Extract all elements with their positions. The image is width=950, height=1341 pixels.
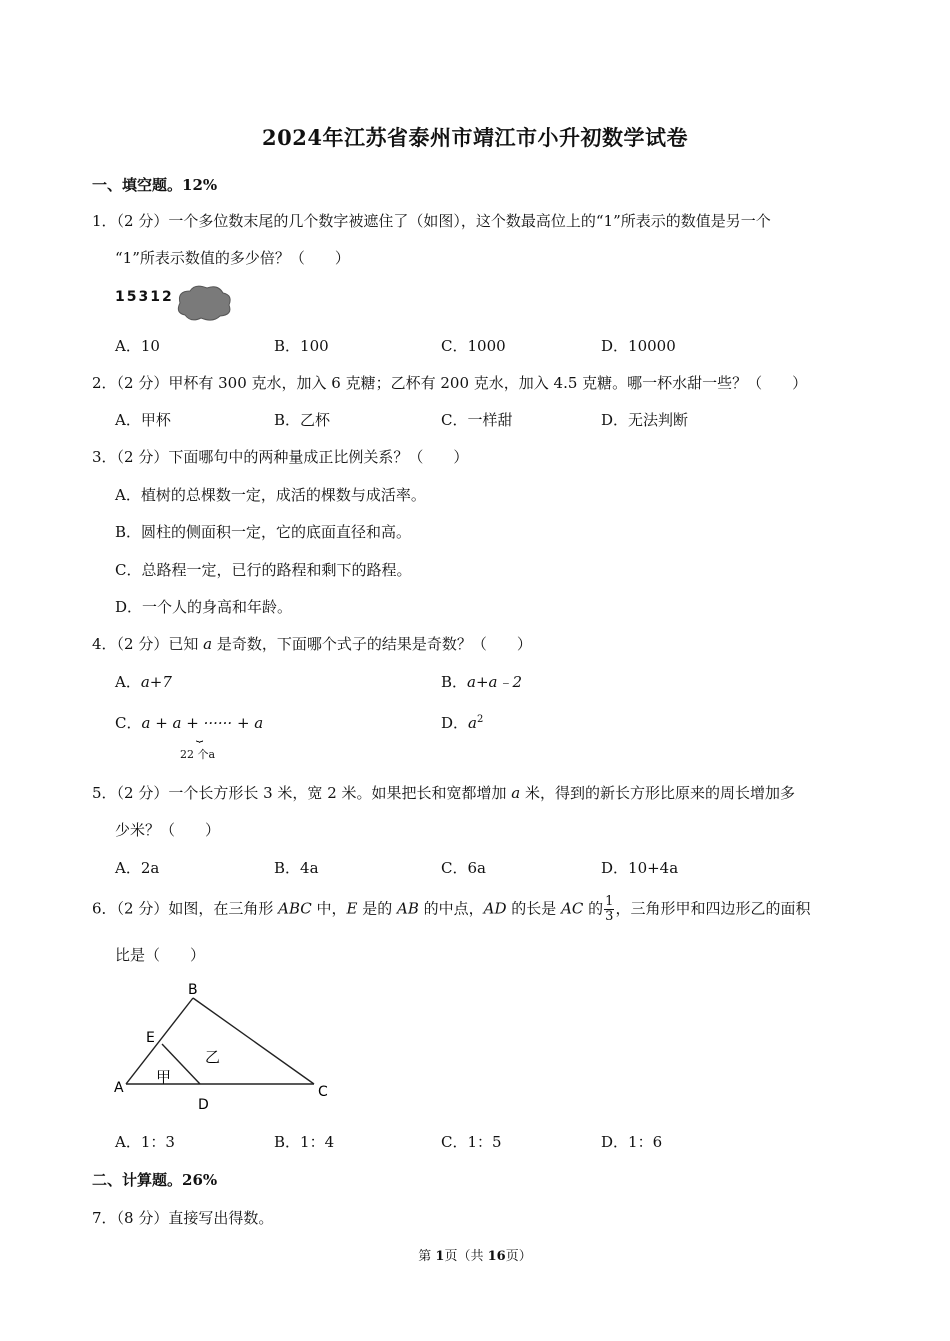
q3-option-c: C．总路程一定，已行的路程和剩下的路程。 <box>115 561 412 579</box>
page-title: 2024年江苏省泰州市靖江市小升初数学试卷 <box>262 125 688 150</box>
q6-option-a: A．1：3 <box>115 1133 175 1151</box>
q6-option-d: D．1：6 <box>601 1133 663 1151</box>
q2-option-c: C．一样甜 <box>441 411 513 429</box>
q4-post: 是奇数，下面哪个式子的结果是奇数？（ ） <box>212 635 532 653</box>
section-heading-calc: 二、计算题。26% <box>92 1171 218 1189</box>
q4-option-b-label: B． <box>441 673 468 691</box>
q1-option-c: C．1000 <box>441 337 506 355</box>
q3-option-d: D．一个人的身高和年龄。 <box>115 598 293 616</box>
q6-seg5: 的长是 <box>506 899 562 918</box>
q4-option-d-label: D． <box>441 714 469 732</box>
q4-pre: 4．（2 分）已知 <box>92 635 204 653</box>
q2-line1: 2．（2 分）甲杯有 300 克水，加入 6 克糖；乙杯有 200 克水，加入 4.5 克糖。哪一杯水甜一些？（ ） <box>92 374 808 392</box>
q6-ac: AC <box>561 899 584 918</box>
q4-option-b-expr: a+a﹣2 <box>467 673 523 691</box>
q5-option-c: C．6a <box>441 859 486 877</box>
side-bc <box>193 998 314 1084</box>
q6-frac-den: 3 <box>605 909 614 924</box>
footer-page: 1 <box>435 1249 445 1264</box>
q6-frac-num: 1 <box>605 894 614 909</box>
q4-option-c-brace-label: 22 个a <box>180 748 216 761</box>
footer-total: 16 <box>487 1249 506 1264</box>
q1-option-a: A．10 <box>115 337 160 355</box>
q1-line2: “1”所表示数值的多少倍？（ ） <box>115 249 350 267</box>
q5-option-d: D．10+4a <box>601 859 679 877</box>
q4-option-a <box>115 671 172 692</box>
q4-option-a-label: A． <box>115 673 141 691</box>
q2-option-a: A．甲杯 <box>115 411 171 429</box>
q6-ab: AB <box>397 899 419 918</box>
q5-option-a: A．2a <box>115 859 160 877</box>
footer-pre: 第 <box>418 1249 436 1264</box>
page-footer <box>0 1245 950 1264</box>
section-heading-fill: 一、填空题。12% <box>92 176 218 194</box>
q5-post: 米，得到的新长方形比原来的周长增加多 <box>520 784 796 802</box>
q1-option-d: D．10000 <box>601 337 676 355</box>
underbrace-icon: ⏟ <box>196 728 204 742</box>
q5-var: a <box>511 784 521 802</box>
q5-line2: 少米？（ ） <box>115 821 221 839</box>
q5-option-b: B．4a <box>274 859 319 877</box>
q4-option-d-base: a <box>468 714 477 732</box>
q4-option-b <box>441 671 522 692</box>
footer-mid: 页（共 <box>444 1249 488 1264</box>
q4-option-c <box>115 712 263 733</box>
q7-line1: 7．（8 分）直接写出得数。 <box>92 1209 274 1227</box>
q3-option-b: B．圆柱的侧面积一定，它的底面直径和高。 <box>115 523 412 541</box>
q2-option-b: B．乙杯 <box>274 411 331 429</box>
q1-line1: 1．（2 分）一个多位数末尾的几个数字被遮住了（如图），这个数最高位上的“1”所表示的数值是另一个 <box>92 212 771 230</box>
q5-pre: 5．（2 分）一个长方形长 3 米，宽 2 米。如果把长和宽都增加 <box>92 784 512 802</box>
q4-option-d-exp: 2 <box>476 714 484 725</box>
q6-fraction <box>604 895 614 924</box>
label-a: A <box>114 1080 124 1096</box>
q6-line2: 比是（ ） <box>115 946 206 964</box>
q1-option-b: B．100 <box>274 337 329 355</box>
q4-line1 <box>92 633 532 654</box>
cloud-icon <box>115 283 235 323</box>
q6-seg2: 中， <box>311 899 347 918</box>
q4-option-c-label: C． <box>115 714 142 732</box>
q6-abc: ABC <box>278 899 312 918</box>
label-e: E <box>146 1030 155 1046</box>
footer-post: 页） <box>505 1249 532 1264</box>
q6-line1 <box>92 895 810 924</box>
q3-line1: 3．（2 分）下面哪句中的两种量成正比例关系？（ ） <box>92 448 469 466</box>
q5-line1 <box>92 782 795 803</box>
q6-e: E <box>346 899 358 918</box>
q6-option-c: C．1：5 <box>441 1133 502 1151</box>
label-b: B <box>188 982 198 998</box>
q6-seg1: 6．（2 分）如图，在三角形 <box>92 899 279 918</box>
q6-seg3: 是的 <box>357 899 398 918</box>
triangle-figure <box>108 978 348 1113</box>
q6-ad: AD <box>483 899 507 918</box>
q4-option-a-expr: a+7 <box>140 673 172 691</box>
q6-seg6: 的 <box>583 899 604 918</box>
label-d: D <box>198 1097 209 1113</box>
q2-option-d: D．无法判断 <box>601 411 689 429</box>
q1-digits: 15312 <box>115 289 174 305</box>
label-yi: 乙 <box>205 1048 221 1066</box>
q6-seg7: ，三角形甲和四边形乙的面积 <box>615 899 811 918</box>
q6-option-b: B．1：4 <box>274 1133 335 1151</box>
q4-var: a <box>203 635 213 653</box>
q4-option-c-expr: a + a + ······ + a <box>141 714 264 732</box>
label-jia: 甲 <box>156 1068 172 1086</box>
q4-option-d <box>441 712 483 733</box>
label-c: C <box>318 1084 328 1100</box>
q6-seg4: 的中点， <box>418 899 484 918</box>
q3-option-a: A．植树的总棵数一定，成活的棵数与成活率。 <box>115 486 426 504</box>
